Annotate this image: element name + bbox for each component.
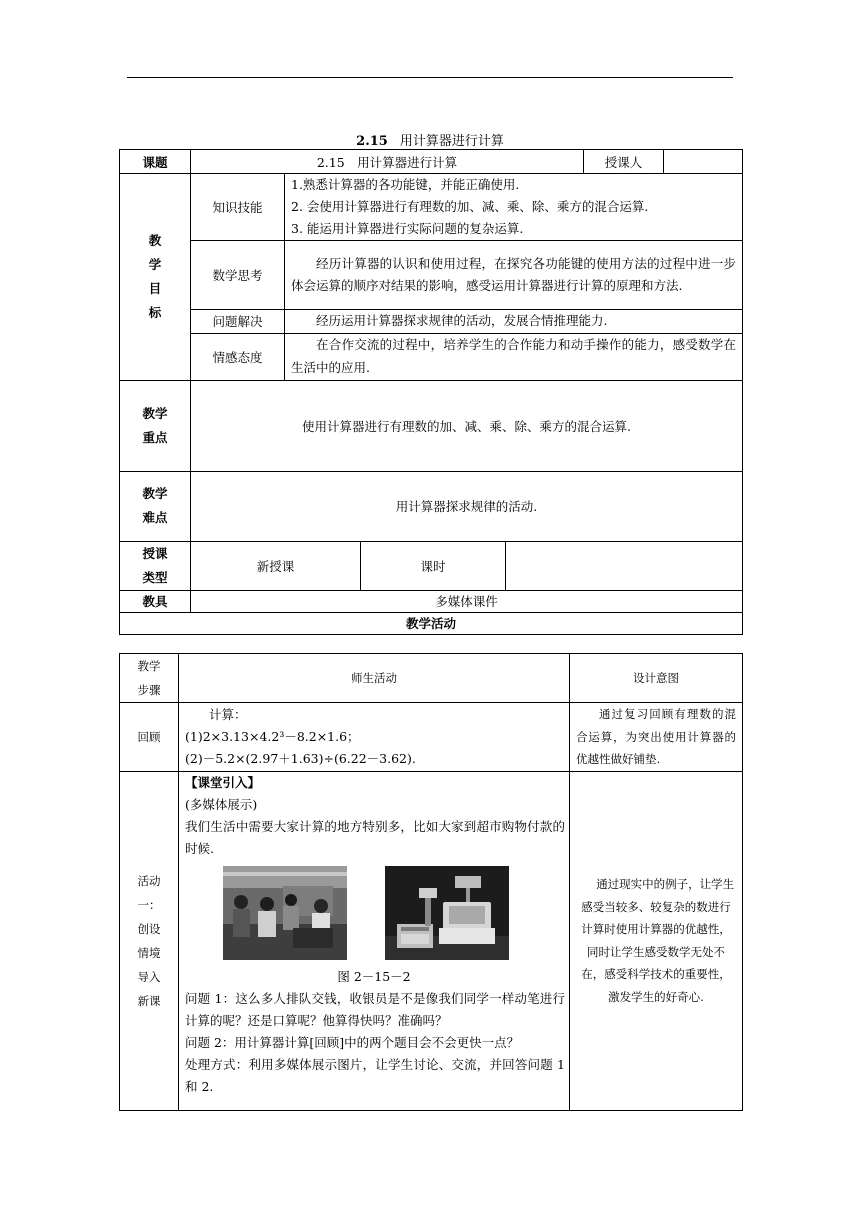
activity-one-intent: 通过现实中的例子，让学生感受当较多、较复杂的数进行计算时使用计算器的优越性，同时让学生感受数学无处不在，感受科学技术的重要性，激发学生的好奇心. — [570, 771, 743, 1110]
knowledge-line: 3. 能运用计算器进行实际问题的复杂运算. — [291, 221, 524, 236]
supermarket-checkout-photo — [223, 866, 347, 960]
topic-label: 课题 — [120, 150, 191, 174]
review-line: (1)2×3.13×4.2³－8.2×1.6； — [185, 728, 360, 744]
lesson-type-label: 授课 类型 — [120, 541, 191, 590]
goals-label: 教 学 目 标 — [120, 174, 191, 381]
intent-header: 设计意图 — [570, 654, 743, 703]
tools-label: 教具 — [120, 590, 191, 612]
activities-header: 教学活动 — [120, 612, 743, 634]
title-text: 用计算器进行计算 — [399, 134, 504, 149]
problem-content: 经历运用计算器探求规律的活动，发展合情推理能力. — [285, 310, 743, 334]
topic-value: 2.15 用计算器进行计算 — [191, 150, 584, 174]
activity-header: 师生活动 — [179, 654, 570, 703]
cash-register-photo — [385, 866, 509, 960]
knowledge-line: 2. 会使用计算器进行有理数的加、减、乘、除、乘方的混合运算. — [291, 199, 649, 214]
key-points-value: 使用计算器进行有理数的加、减、乘、除、乘方的混合运算. — [191, 380, 743, 471]
media-note: (多媒体展示) — [185, 796, 258, 812]
review-content — [179, 703, 570, 772]
figure — [179, 866, 569, 964]
teacher-value — [664, 150, 743, 174]
knowledge-content — [285, 174, 743, 241]
teacher-label: 授课人 — [584, 150, 664, 174]
review-line: 计算： — [209, 706, 247, 722]
difficulty-label: 教学 难点 — [120, 471, 191, 541]
knowledge-line: 1.熟悉计算器的各功能键，并能正确使用. — [291, 177, 520, 192]
header-rule — [127, 77, 733, 78]
review-label: 回顾 — [120, 703, 179, 772]
title-number: 2.15 — [356, 134, 388, 149]
thinking-label: 数学思考 — [191, 241, 285, 310]
difficulty-value: 用计算器探求规律的活动. — [191, 471, 743, 541]
activity-one-label: 活动 一： 创设 情境 导入 新课 — [120, 771, 179, 1110]
review-line: (2)－5.2×(2.97＋1.63)÷(6.22－3.62). — [185, 750, 416, 766]
lesson-plan-table — [119, 149, 743, 635]
handling-method: 处理方式：利用多媒体展示图片，让学生讨论、交流，并回答问题 1 和 2. — [185, 1056, 565, 1094]
thinking-content: 经历计算器的认识和使用过程，在探究各功能键的使用方法的过程中进一步体会运算的顺序对结果的影响，感受运用计算器进行计算的原理和方法. — [285, 241, 743, 310]
document-title — [0, 130, 860, 149]
period-value — [506, 541, 743, 590]
emotion-label: 情感态度 — [191, 333, 285, 380]
problem-label: 问题解决 — [191, 310, 285, 334]
knowledge-label: 知识技能 — [191, 174, 285, 241]
section-heading: 【课堂引入】 — [185, 774, 261, 790]
step-header: 教学 步骤 — [120, 654, 179, 703]
intro-text: 我们生活中需要大家计算的地方特别多，比如大家到超市购物付款的时候. — [185, 818, 565, 856]
lesson-type-value: 新授课 — [191, 541, 361, 590]
period-label: 课时 — [361, 541, 506, 590]
tools-value: 多媒体课件 — [191, 590, 743, 612]
figure-caption: 图 2－15－2 — [337, 968, 411, 984]
teaching-activities-table — [119, 653, 743, 1111]
question-2: 问题 2：用计算器计算[回顾]中的两个题目会不会更快一点？ — [185, 1034, 520, 1050]
question-1: 问题 1：这么多人排队交钱，收银员是不是像我们同学一样动笔进行计算的呢？还是口算呢？他算得快吗？准确吗？ — [185, 990, 565, 1028]
activity-one-content — [179, 771, 570, 1110]
emotion-content: 在合作交流的过程中，培养学生的合作能力和动手操作的能力，感受数学在生活中的应用. — [285, 333, 743, 380]
review-intent: 通过复习回顾有理数的混合运算，为突出使用计算器的优越性做好铺垫. — [570, 703, 743, 772]
key-points-label: 教学 重点 — [120, 380, 191, 471]
